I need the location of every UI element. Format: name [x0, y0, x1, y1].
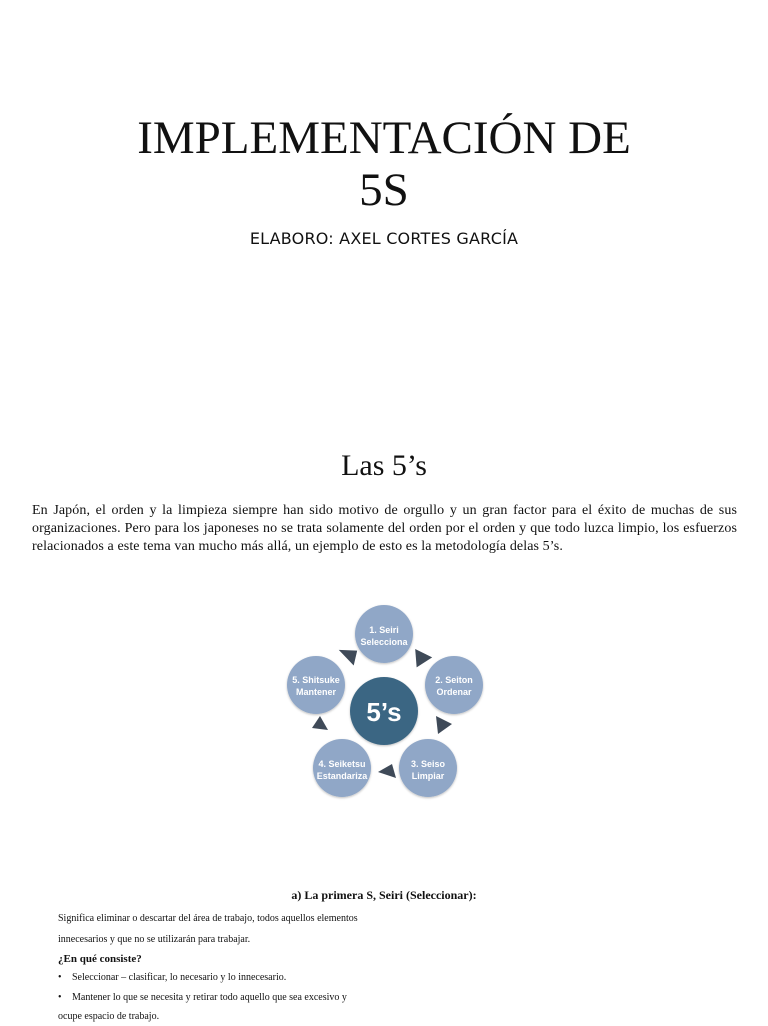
node-seiketsu-line2: Estandariza — [316, 771, 368, 781]
arrow-1-to-2 — [413, 649, 433, 669]
first-s-question: ¿En qué consiste? — [58, 953, 142, 965]
first-s-bullet-2-cont: ocupe espacio de trabajo. — [58, 1011, 160, 1022]
five-s-diagram — [272, 596, 496, 808]
section-heading: Las 5’s — [341, 449, 427, 482]
bullet-marker: • — [58, 992, 62, 1003]
node-shitsuke-line2: Mantener — [295, 687, 337, 697]
first-s-bullet-2 — [58, 988, 418, 1008]
node-seiton-line1: 2. Seiton — [435, 675, 473, 685]
intro-paragraph: En Japón, el orden y la limpieza siempre han sido motivo de orgullo y un gran factor para el éxito de muchas de sus organizaciones. Pero para los japoneses no se trata solamente del orden por el orden y que todo luzca limpio, los esfuerzos relacionados a este tema van mucho más allá, un ejemplo de esto es la metodología delas 5’s. — [32, 503, 737, 554]
node-seiri-line2: Selecciona — [360, 637, 408, 647]
document-title — [0, 112, 768, 216]
first-s-heading: a) La primera S, Seiri (Seleccionar): — [291, 888, 477, 902]
author-subtitle: ELABORO: AXEL CORTES GARCÍA — [249, 229, 519, 248]
five-s-cycle-svg — [272, 596, 496, 808]
node-seiton — [425, 656, 483, 714]
node-seiri-line1: 1. Seiri — [369, 625, 399, 635]
node-shitsuke-line1: 5. Shitsuke — [292, 675, 340, 685]
arrow-4-to-5 — [312, 716, 328, 730]
first-s-bullet-1 — [58, 968, 418, 988]
arrow-3-to-4 — [378, 764, 396, 778]
arrow-2-to-3 — [436, 716, 452, 734]
node-seiso-line2: Limpiar — [411, 771, 445, 781]
bullet-text: Mantener lo que se necesita y retirar todo aquello que sea excesivo y — [72, 992, 347, 1003]
node-seiso-line1: 3. Seiso — [410, 759, 446, 769]
node-seiri — [355, 605, 413, 663]
node-shitsuke — [287, 656, 345, 714]
first-s-body — [58, 908, 418, 1026]
title-line-1: IMPLEMENTACIÓN DE — [137, 112, 631, 164]
node-seiketsu — [313, 739, 371, 797]
bullet-marker: • — [58, 972, 62, 983]
node-seiso — [399, 739, 457, 797]
title-line-2: 5S — [359, 164, 409, 216]
arrow-5-to-1 — [339, 647, 360, 668]
first-s-desc-line2: innecesarios y que no se utilizarán para trabajar. — [58, 934, 251, 945]
node-seiketsu-line1: 4. Seiketsu — [318, 759, 366, 769]
bullet-text: Seleccionar – clasificar, lo necesario y lo innecesario. — [72, 972, 287, 983]
center-label: 5’s — [366, 697, 402, 727]
node-seiton-line2: Ordenar — [436, 687, 472, 697]
first-s-desc-line1: Significa eliminar o descartar del área de trabajo, todos aquellos elementos — [58, 913, 358, 924]
